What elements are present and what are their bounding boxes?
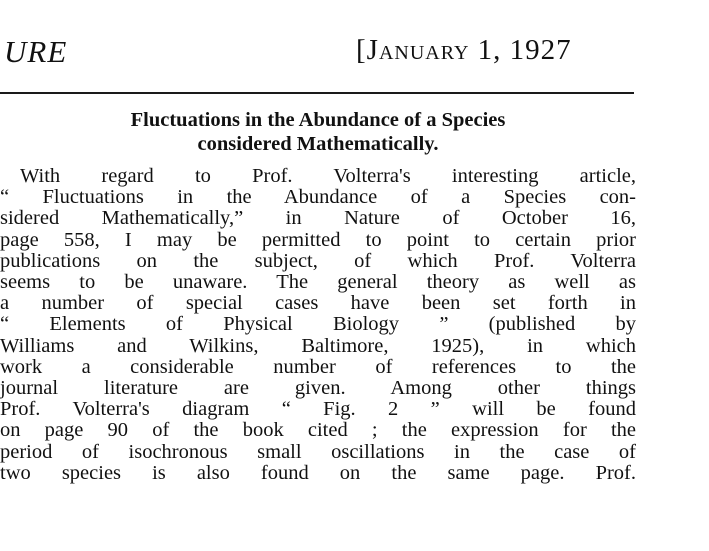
body-line: With regard to Prof. Volterra's interesting article, bbox=[20, 165, 636, 187]
body-line: a number of special cases have been set forth in bbox=[0, 292, 636, 315]
body-line: work a considerable number of references to the bbox=[0, 355, 636, 378]
article bbox=[0, 108, 636, 484]
body-line: on page 90 of the book cited ; the expression for the bbox=[0, 419, 636, 442]
body-line: publications on the subject, of which Prof. Volterra bbox=[0, 249, 636, 272]
journal-name: URE bbox=[4, 34, 68, 69]
body-line: Prof. Volterra's diagram “ Fig. 2 ” will be found bbox=[0, 398, 636, 421]
body-line: Williams and Wilkins, Baltimore, 1925), in which bbox=[0, 334, 636, 357]
body-line: “ Elements of Physical Biology ” (published by bbox=[0, 313, 636, 336]
header-rule bbox=[0, 92, 634, 94]
article-title-line: considered Mathematically. bbox=[197, 133, 439, 155]
issue-date: [January 1, 1927 bbox=[356, 34, 572, 66]
article-title bbox=[0, 108, 636, 156]
body-line: period of isochronous small oscillations in the case of bbox=[0, 440, 636, 463]
body-line: two species is also found on the same page. Prof. bbox=[0, 461, 636, 484]
article-title-line: Fluctuations in the Abundance of a Species bbox=[130, 109, 506, 131]
running-head bbox=[0, 34, 709, 78]
body-line: sidered Mathematically,” in Nature of October 16, bbox=[0, 207, 636, 230]
body-line: seems to be unaware. The general theory as well as bbox=[0, 271, 636, 294]
body-line: “ Fluctuations in the Abundance of a Species con- bbox=[0, 186, 636, 209]
body-line: journal literature are given. Among other things bbox=[0, 377, 636, 400]
body-line: page 558, I may be permitted to point to certain prior bbox=[0, 228, 636, 251]
article-body bbox=[0, 166, 636, 484]
